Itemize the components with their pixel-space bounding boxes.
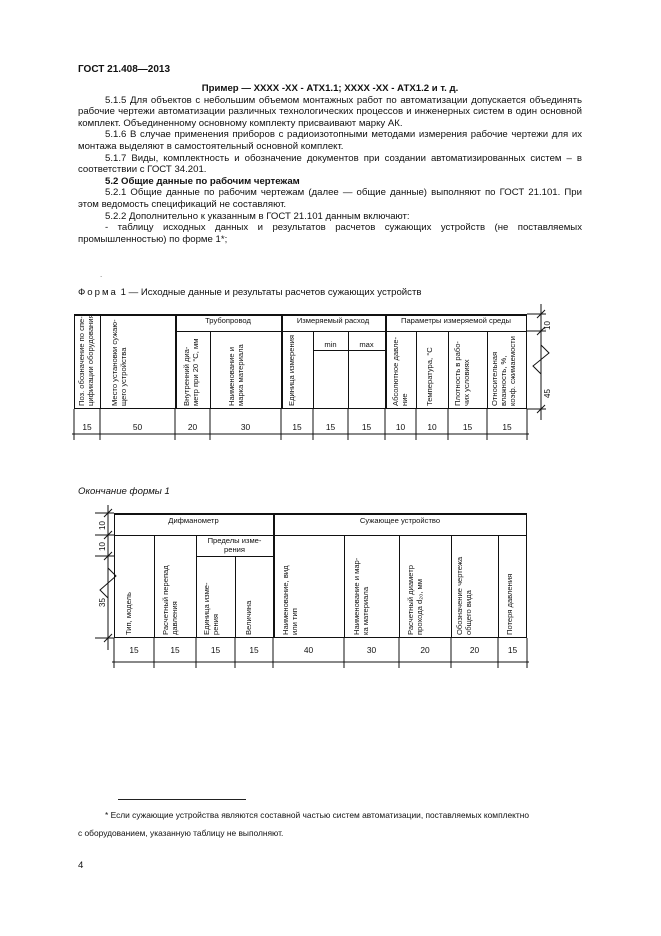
- width-num: 20: [420, 645, 430, 655]
- width-num: 15: [462, 422, 473, 432]
- col-pressure-loss: Потеря давления: [505, 573, 514, 635]
- col-temperature: Температура, °С: [425, 347, 434, 406]
- form1-continuation-title: Окончание формы 1: [78, 486, 170, 497]
- paragraph-5-1-7: 5.1.7 Виды, комплектность и обозначение документов при создании автоматизированных систем – в соответствии с ГОСТ 34.201.: [78, 152, 582, 176]
- form1-title-prefix: Форма: [78, 287, 118, 298]
- col-limit-unit: Единица изме- рения: [202, 582, 220, 635]
- width-num: 15: [325, 422, 336, 432]
- col-humidity: Относительная влажность, %, коэф. сжимаемости: [490, 336, 517, 406]
- col-density: Плотность в рабо- чих условиях: [453, 341, 471, 406]
- dim-10-top: 10: [98, 521, 107, 530]
- width-num: 15: [292, 422, 302, 432]
- footnote-separator: [118, 799, 246, 800]
- width-num: 30: [240, 422, 251, 432]
- col-design-pressure-drop: Расчетный перепад давления: [161, 565, 179, 635]
- width-num: 40: [303, 645, 314, 655]
- dim-10: 10: [543, 321, 552, 330]
- form1-title-text: 1 — Исходные данные и результаты расчетов сужающих устройств: [117, 287, 422, 298]
- col-device-material: Наименование и мар- ка материала: [352, 557, 370, 635]
- group-pipeline: Трубопровод: [205, 316, 251, 325]
- col-inner-diameter: Внутренний диа- метр при 20 °С, мм: [182, 338, 200, 406]
- stray-dot: .: [100, 270, 103, 279]
- col-flow-unit: Единица измерения: [287, 334, 296, 406]
- paragraph-5-2-2: 5.2.2 Дополнительно к указанным в ГОСТ 21.101 данным включают:: [105, 210, 410, 222]
- sub-max: max: [359, 340, 374, 349]
- footnote-line-2: с оборудованием, указанную таблицу не выполняют.: [78, 828, 284, 838]
- width-num: 15: [502, 422, 512, 432]
- width-num: 15: [82, 422, 92, 432]
- section-heading-5-2: 5.2 Общие данные по рабочим чертежам: [105, 175, 300, 187]
- footnote: [78, 806, 582, 842]
- col-install-place: Место установки сужаю- щего устройства: [110, 319, 128, 406]
- width-num: 20: [469, 645, 480, 655]
- width-num: 15: [361, 422, 372, 432]
- width-num: 10: [427, 422, 437, 432]
- group-measure-limits: Пределы изме- рения: [207, 536, 262, 554]
- paragraph-5-1-6: 5.1.6 В случае применения приборов с радиоизотопными методами измерения рабочие чертежи для их монтажа выделяют в самостоятельный основной комплект.: [78, 129, 582, 152]
- group-flow: Измеряемый расход: [296, 316, 370, 325]
- col-type-model: Тип, модель: [124, 592, 133, 635]
- document-header: ГОСТ 21.408—2013: [78, 64, 171, 75]
- col-abs-pressure: Абсолютное давле- ние: [391, 336, 409, 406]
- dim-35: 35: [98, 598, 107, 607]
- col-design-diameter: Расчетный диаметр прохода d₂₀, мм: [406, 565, 424, 635]
- paragraph-5-2-2-item: - таблицу исходных данных и результатов расчетов сужающих устройств (не поставляемых промышленностью) по форме 1*;: [78, 222, 582, 245]
- paragraph-5-1-5: 5.1.5 Для объектов с небольшим объемом монтажных работ по автоматизации допускается объединять рабочие чертежи автоматизации различных технологических процессов и инженерных систем в один основной комплект. Объединенному основному комплекту присваивают марку АК.: [78, 94, 582, 129]
- dim-10-mid: 10: [98, 542, 107, 551]
- dim-45: 45: [543, 389, 552, 398]
- group-narrowing-device: Сужающее устройство: [359, 516, 441, 525]
- col-drawing-designation: Обозначение чертежа общего вида: [455, 556, 473, 635]
- sub-min: min: [324, 340, 337, 349]
- group-medium: Параметры измеряемой среды: [401, 316, 511, 325]
- width-num: 15: [507, 645, 518, 655]
- col-device-name: Наименование, вид или тип: [281, 565, 299, 635]
- width-num: 20: [187, 422, 198, 432]
- col-material: Наименование и марка материала: [227, 344, 245, 406]
- page-number: 4: [78, 860, 84, 871]
- col-limit-value: Величина: [244, 600, 253, 635]
- example-line: Пример — ХХХХ -ХХ - АТХ1.1; ХХХХ -ХХ - АТХ1.2 и т. д.: [201, 83, 459, 94]
- paragraph-5-2-1: 5.2.1 Общие данные по рабочим чертежам (далее — общие данные) выполняют по ГОСТ 21.101. При этом ведомость спецификаций не составляют.: [78, 187, 582, 210]
- width-num: 15: [210, 645, 221, 655]
- col-position-designation: Поз. обозначение по спе- цификации оборудования: [77, 314, 95, 406]
- group-diff-manometer: Дифманометр: [168, 516, 219, 525]
- width-num: 15: [129, 645, 139, 655]
- width-num: 15: [249, 645, 259, 655]
- width-num: 15: [170, 645, 180, 655]
- width-num: 10: [395, 422, 406, 432]
- footnote-line-1: * Если сужающие устройства являются составной частью систем автоматизации, поставляемых комплектно: [105, 810, 530, 820]
- width-num: 50: [132, 422, 143, 432]
- width-num: 30: [366, 645, 377, 655]
